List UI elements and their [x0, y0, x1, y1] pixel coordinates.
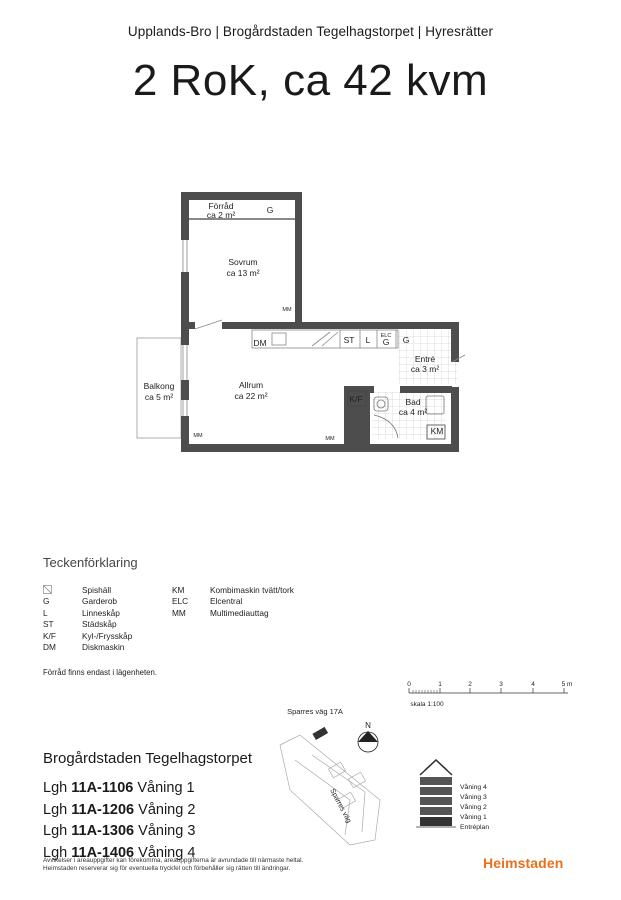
legend-label: Diskmaskin: [82, 642, 125, 653]
scale-tick-0: 0: [407, 681, 411, 688]
storage-note: Förråd finns endast i lägenheten.: [43, 668, 157, 677]
scale-tick-2: 2: [468, 681, 472, 688]
room-name-entrance: Entré: [414, 354, 436, 364]
building-floor-4: Våning 4: [460, 784, 487, 791]
legend-codes-col2: [172, 585, 188, 619]
legend-labels-col2: [210, 585, 294, 619]
label-cleaning-cabinet: ST: [343, 335, 355, 345]
legend-code: DM: [43, 642, 56, 653]
legend-code: L: [43, 607, 48, 618]
legend-label: Multimediauttag: [210, 607, 269, 618]
legend-label: Elcentral: [210, 596, 243, 607]
apartment-item: Lgh 11A-1206 Våning 2: [43, 801, 196, 818]
scale-tick-4: 4: [531, 681, 535, 688]
label-dishwasher: DM: [253, 338, 267, 348]
legend-code: ST: [43, 619, 54, 630]
scale-tick-5: 5 m: [561, 681, 573, 688]
legend-label: Linneskåp: [82, 607, 120, 618]
north-label: N: [365, 721, 371, 730]
legend-label: Garderob: [82, 596, 118, 607]
page-title: 2 RoK, ca 42 kvm: [132, 56, 489, 105]
building-floor-2: Våning 2: [460, 804, 487, 811]
page-subtitle: Upplands-Bro | Brogårdstaden Tegelhagstorpet | Hyresrätter: [127, 24, 494, 39]
legend-codes-col1: [43, 585, 56, 653]
site-road-label: Sparres väg: [328, 787, 353, 825]
building-floor-1: Våning 1: [460, 814, 487, 821]
disclaimer: Avvikelser i areauppgifter kan förekomma, areauppgifterna är avrundade till närmaste heltal. Heimstaden reserverar sig för eventuella tryckfel och förbehåller sig rätten till ändringar.: [43, 857, 304, 873]
apartment-list: [43, 778, 195, 864]
room-name-living: Allrum: [238, 380, 264, 390]
label-electrical-central: ELC: [380, 333, 392, 339]
building-floor-3: Våning 3: [460, 794, 487, 801]
label-linen-cabinet: L: [365, 335, 371, 345]
label-fridge-freezer: K/F: [349, 394, 363, 404]
building-floor-entrance: Entréplan: [460, 824, 490, 831]
legend-label: Städskåp: [82, 619, 117, 630]
label-wardrobe-entrance-2: G: [402, 335, 410, 345]
apartment-item: Lgh 11A-1106 Våning 1: [43, 780, 195, 796]
legend-label: Kyl-/Frysskåp: [82, 630, 133, 641]
legend-code: G: [43, 596, 50, 607]
room-area-bedroom: ca 13 m²: [226, 268, 260, 278]
legend-code: K/F: [43, 630, 56, 641]
room-name-bath: Bad: [405, 397, 421, 407]
legend-code: KM: [172, 585, 185, 595]
hob-icon: [43, 585, 56, 596]
scale-label: skala 1:100: [410, 701, 444, 708]
site-map: [280, 707, 380, 845]
room-name-balcony: Balkong: [143, 381, 175, 391]
label-media-outlet-living-2: MM: [325, 436, 335, 442]
legend-label: Spishäll: [82, 585, 112, 595]
label-wardrobe-entrance: G: [382, 337, 390, 347]
room-area-living: ca 22 m²: [234, 391, 268, 401]
apartment-item: Lgh 11A-1306 Våning 3: [43, 823, 196, 839]
legend-label: Kombimaskin tvätt/tork: [210, 585, 294, 595]
room-area-storage: ca 2 m²: [206, 210, 236, 220]
room-name-bedroom: Sovrum: [228, 257, 258, 267]
site-street-label: Sparres väg 17A: [287, 707, 343, 716]
room-area-balcony: ca 5 m²: [144, 392, 174, 402]
building-stack-icon: [416, 760, 489, 831]
scale-bar: [407, 681, 572, 708]
legend-labels-col1: [82, 585, 132, 653]
label-washer-dryer: KM: [430, 426, 444, 436]
label-media-outlet-bedroom: MM: [282, 307, 292, 313]
scale-tick-3: 3: [499, 681, 503, 688]
legend-code: MM: [172, 607, 186, 618]
room-area-bath: ca 4 m²: [398, 407, 428, 417]
scale-tick-1: 1: [438, 681, 442, 688]
brand-logo: Heimstaden: [483, 855, 564, 871]
apartment-item: Lgh 11A-1406 Våning 4: [43, 844, 196, 861]
room-area-entrance: ca 3 m²: [410, 364, 440, 374]
project-name: Brogårdstaden Tegelhagstorpet: [43, 750, 253, 767]
label-media-outlet-living: MM: [193, 433, 203, 439]
label-wardrobe-storage: G: [266, 205, 274, 215]
legend-code: ELC: [172, 596, 189, 607]
legend-title: Teckenförklaring: [43, 555, 138, 570]
room-name-storage: Förråd: [208, 201, 234, 211]
kitchen-counter: [252, 330, 398, 348]
